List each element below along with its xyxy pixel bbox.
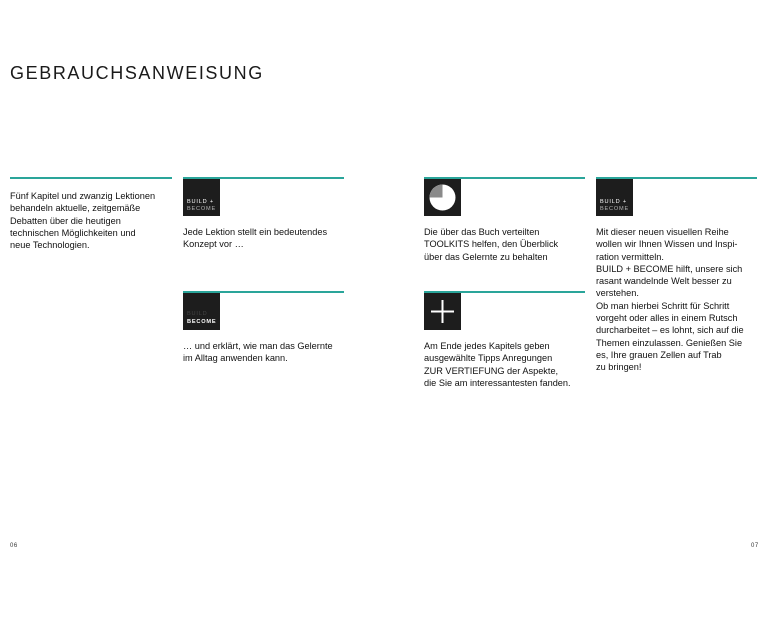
pie-chart-icon [424, 179, 461, 216]
logo-line2: BECOME [187, 206, 217, 212]
lesson-text: Jede Lektion stellt ein bedeutendes Konzept vor … [183, 227, 328, 250]
toolkits-text: Die über das Buch verteilten TOOLKITS helfen, den Überblick über das Gelernte zu behalten [424, 227, 559, 262]
logo-line1-faded: BUILD [187, 311, 208, 317]
page-number-right: 07 [751, 543, 759, 549]
intro-text: Fünf Kapitel und zwanzig Lektionen behandeln aktuelle, zeitgemäße Debatten über die heutigen technischen Möglichkeiten und neue Technologien. [10, 191, 156, 251]
logo-line1: BUILD + [600, 199, 627, 205]
logo-line2: BECOME [600, 206, 630, 212]
build-become-logo-variant [183, 293, 220, 330]
series-text: Mit dieser neuen visuellen Reihe wollen wir Ihnen Wissen und Inspi- ration vermitteln. BUILD + BECOME hilft, unsere sich rasant wandelnde Welt besser zu verstehen. Ob man hierbei Schritt für Schritt vorgeht oder alles in einem Rutsch durcharbeitet – es lohnt, sich auf die Themen einzulassen. Genießen Sie es, Ihre grauen Zellen auf Trab zu bringen! [596, 227, 744, 373]
divider-col1 [10, 177, 172, 179]
logo-line2-bold: BECOME [187, 319, 217, 325]
build-become-logo [183, 179, 220, 216]
vertiefung-text: Am Ende jedes Kapitels geben ausgewählte Tipps Anregungen ZUR VERTIEFUNG der Aspekte, die Sie am interessantesten fanden. [424, 341, 571, 388]
explains-text: … und erklärt, wie man das Gelernte im Alltag anwenden kann. [183, 341, 333, 364]
plus-icon [424, 293, 461, 330]
page-number-left: 06 [10, 543, 18, 549]
build-become-logo-right [596, 179, 633, 216]
logo-line1: BUILD + [187, 199, 214, 205]
page-title: GEBRAUCHSANWEISUNG [10, 63, 264, 83]
